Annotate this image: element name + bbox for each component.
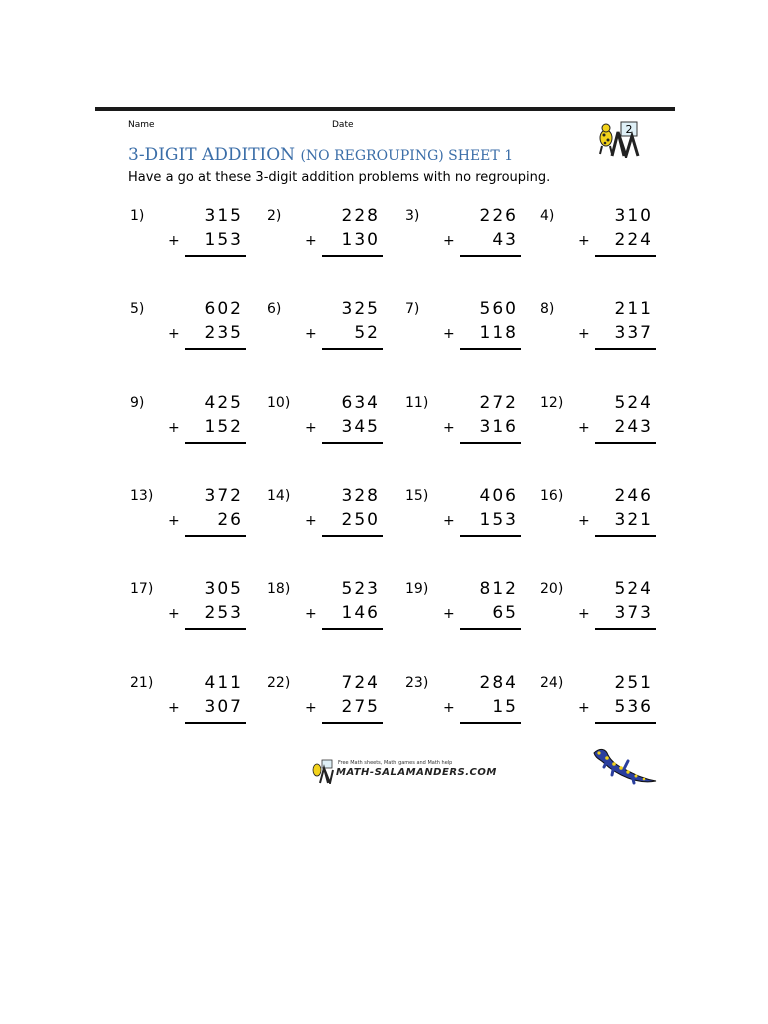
answer-line [185,255,246,257]
problem-number: 1) [130,208,145,224]
addition-problem [405,301,535,351]
top-addend: 251 [614,673,653,693]
top-addend: 328 [341,486,380,506]
answer-line [185,628,246,630]
bottom-addend: 152 [204,417,243,437]
plus-sign: + [305,606,317,622]
problem-number: 20) [540,581,564,597]
top-addend: 228 [341,206,380,226]
bottom-addend: 146 [341,603,380,623]
answer-line [322,442,383,444]
bottom-addend: 321 [614,510,653,530]
top-addend: 602 [204,299,243,319]
problem-number: 19) [405,581,429,597]
answer-line [460,348,521,350]
answer-line [322,722,383,724]
answer-line [322,348,383,350]
instructions: Have a go at these 3-digit addition problems with no regrouping. [128,170,551,185]
answer-line [595,722,656,724]
answer-line [595,255,656,257]
top-addend: 406 [479,486,518,506]
plus-sign: + [168,420,180,436]
bottom-addend: 243 [614,417,653,437]
problem-number: 13) [130,488,154,504]
addition-problem [540,581,670,631]
top-addend: 211 [614,299,653,319]
page-title [128,145,513,165]
top-addend: 634 [341,393,380,413]
top-rule [95,107,675,111]
problem-number: 12) [540,395,564,411]
plus-sign: + [578,233,590,249]
bottom-addend: 26 [217,510,243,530]
problem-number: 6) [267,301,282,317]
bottom-addend: 153 [479,510,518,530]
top-addend: 246 [614,486,653,506]
bottom-addend: 345 [341,417,380,437]
addition-problem [130,208,260,258]
addition-problem [405,675,535,725]
answer-line [460,255,521,257]
plus-sign: + [578,326,590,342]
addition-problem [267,208,397,258]
answer-line [460,628,521,630]
top-addend: 315 [204,206,243,226]
salamander-icon [590,745,658,787]
answer-line [322,628,383,630]
bottom-addend: 118 [479,323,518,343]
addition-problem [130,301,260,351]
plus-sign: + [168,233,180,249]
addition-problem [405,395,535,445]
title-main: 3-DIGIT ADDITION [128,145,296,165]
problem-number: 2) [267,208,282,224]
top-addend: 411 [204,673,243,693]
bottom-addend: 536 [614,697,653,717]
problem-number: 14) [267,488,291,504]
footer-salamander-logo-icon [310,758,336,784]
problem-number: 16) [540,488,564,504]
addition-problem [267,395,397,445]
bottom-addend: 15 [492,697,518,717]
answer-line [185,722,246,724]
bottom-addend: 43 [492,230,518,250]
addition-problem [130,581,260,631]
addition-problem [540,301,670,351]
bottom-addend: 337 [614,323,653,343]
answer-line [460,535,521,537]
bottom-addend: 65 [492,603,518,623]
top-addend: 226 [479,206,518,226]
math-salamanders-logo-icon [594,120,642,158]
plus-sign: + [443,420,455,436]
top-addend: 524 [614,579,653,599]
plus-sign: + [443,326,455,342]
answer-line [595,442,656,444]
problem-number: 5) [130,301,145,317]
answer-line [185,535,246,537]
bottom-addend: 307 [204,697,243,717]
addition-problem [540,675,670,725]
problem-number: 7) [405,301,420,317]
plus-sign: + [443,513,455,529]
footer-brand: MATH-SALAMANDERS.COM [336,767,497,778]
plus-sign: + [443,606,455,622]
bottom-addend: 130 [341,230,380,250]
problem-number: 24) [540,675,564,691]
top-addend: 560 [479,299,518,319]
plus-sign: + [578,513,590,529]
addition-problem [130,675,260,725]
top-addend: 372 [204,486,243,506]
problem-number: 22) [267,675,291,691]
answer-line [185,348,246,350]
problem-number: 11) [405,395,429,411]
addition-problem [130,395,260,445]
bottom-addend: 224 [614,230,653,250]
plus-sign: + [168,700,180,716]
bottom-addend: 275 [341,697,380,717]
top-addend: 523 [341,579,380,599]
answer-line [595,348,656,350]
top-addend: 284 [479,673,518,693]
name-label: Name [128,120,155,130]
problem-number: 4) [540,208,555,224]
answer-line [595,628,656,630]
footer-tagline: Free Math sheets, Math games and Math help [338,760,453,766]
plus-sign: + [305,420,317,436]
top-addend: 325 [341,299,380,319]
addition-problem [267,301,397,351]
logo-sheet-number: 2 [625,123,633,136]
addition-problem [267,675,397,725]
answer-line [460,442,521,444]
answer-line [322,535,383,537]
bottom-addend: 250 [341,510,380,530]
problem-number: 23) [405,675,429,691]
plus-sign: + [168,326,180,342]
answer-line [595,535,656,537]
addition-problem [540,208,670,258]
bottom-addend: 153 [204,230,243,250]
addition-problem [267,488,397,538]
plus-sign: + [443,233,455,249]
problem-number: 3) [405,208,420,224]
date-label: Date [332,120,354,130]
title-sub: (NO REGROUPING) SHEET 1 [300,148,514,164]
addition-problem [130,488,260,538]
top-addend: 272 [479,393,518,413]
top-addend: 310 [614,206,653,226]
plus-sign: + [578,700,590,716]
problem-number: 21) [130,675,154,691]
top-addend: 724 [341,673,380,693]
plus-sign: + [305,326,317,342]
bottom-addend: 235 [204,323,243,343]
bottom-addend: 373 [614,603,653,623]
top-addend: 305 [204,579,243,599]
bottom-addend: 316 [479,417,518,437]
top-addend: 425 [204,393,243,413]
addition-problem [405,208,535,258]
plus-sign: + [578,606,590,622]
answer-line [460,722,521,724]
answer-line [185,442,246,444]
top-addend: 812 [479,579,518,599]
answer-line [322,255,383,257]
plus-sign: + [168,606,180,622]
bottom-addend: 52 [354,323,380,343]
addition-problem [540,395,670,445]
addition-problem [405,488,535,538]
problem-number: 18) [267,581,291,597]
plus-sign: + [305,233,317,249]
bottom-addend: 253 [204,603,243,623]
problem-number: 8) [540,301,555,317]
top-addend: 524 [614,393,653,413]
problem-number: 9) [130,395,145,411]
problem-number: 15) [405,488,429,504]
plus-sign: + [305,513,317,529]
plus-sign: + [305,700,317,716]
problem-number: 17) [130,581,154,597]
plus-sign: + [168,513,180,529]
addition-problem [540,488,670,538]
addition-problem [405,581,535,631]
plus-sign: + [443,700,455,716]
problem-number: 10) [267,395,291,411]
addition-problem [267,581,397,631]
plus-sign: + [578,420,590,436]
